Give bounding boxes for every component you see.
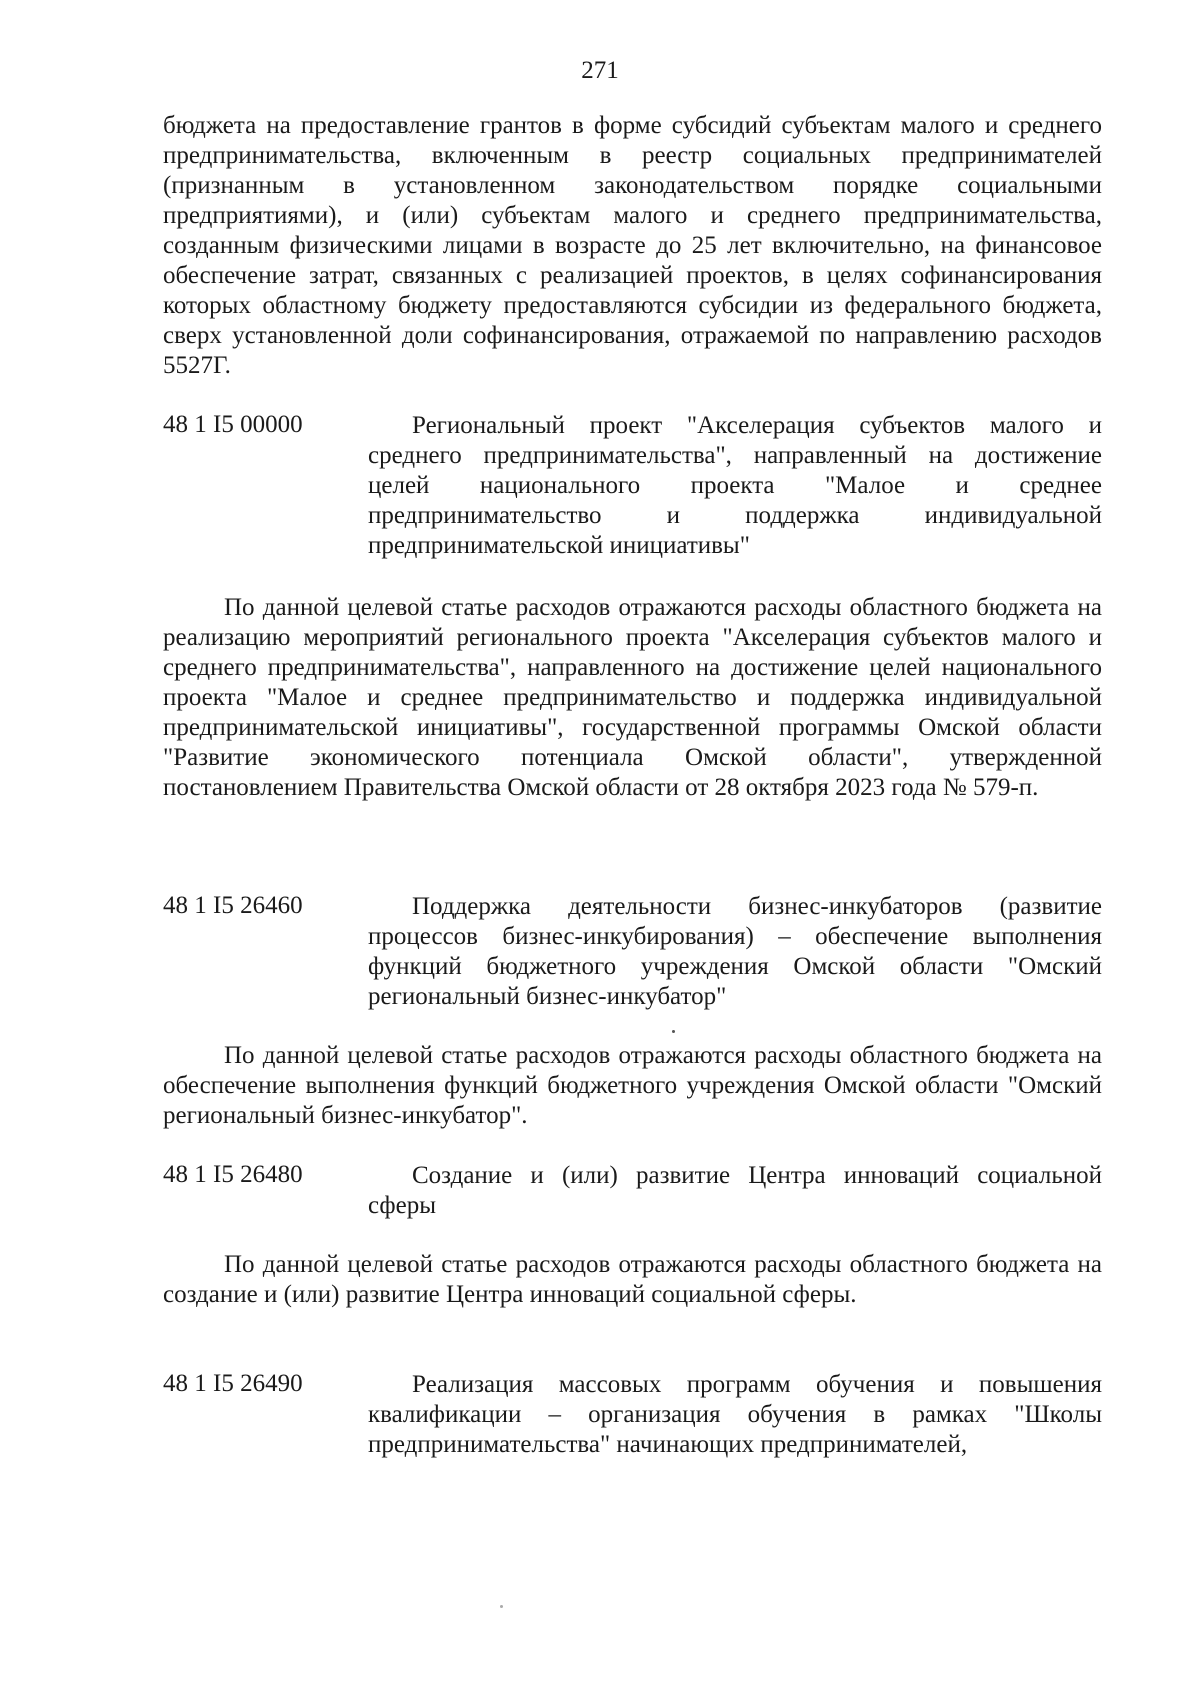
page-number: 271 xyxy=(581,57,619,84)
budget-code: 48 1 I5 26460 xyxy=(163,892,303,919)
budget-item-description: По данной целевой статье расходов отражаются расходы областного бюджета на обеспечение выполнения функций бюджетного учреждения Омской области "Омский региональный бизнес-инкубатор". xyxy=(163,1042,1102,1129)
budget-item-description: По данной целевой статье расходов отражаются расходы областного бюджета на реализацию мероприятий регионального проекта "Акселерация субъектов малого и среднего предпринимательства", направленного на достижение целей национального проекта "Малое и среднее предпринимательство и поддержка индивидуальной предпринимательской инициативы", государственной программы Омской области "Развитие экономического потенциала Омской области", утвержденной постановлением Правительства Омской области от 28 октября 2023 года № 579-п. xyxy=(163,594,1102,801)
intro-paragraph: бюджета на предоставление грантов в форме субсидий субъектам малого и среднего предпринимательства, включенным в реестр социальных предпринимателей (признанным в установленном законодательством порядке социальными предприятиями), и (или) субъектам малого и среднего предпринимательства, созданным физическими лицами в возрасте до 25 лет включительно, на финансовое обеспечение затрат, связанных с реализацией проектов, в целях софинансирования которых областному бюджету предоставляются субсидии из федерального бюджета, сверх установленной доли софинансирования, отражаемой по направлению расходов 5527Г. xyxy=(163,112,1102,379)
budget-item-title: Создание и (или) развитие Центра инноваций социальной сферы xyxy=(368,1162,1102,1219)
budget-code: 48 1 I5 26480 xyxy=(163,1161,303,1188)
budget-item-title: Региональный проект "Акселерация субъектов малого и среднего предпринимательства", направленный на достижение целей национального проекта "Малое и среднее предпринимательство и поддержка индивидуальной предпринимательской инициативы" xyxy=(368,412,1102,559)
scan-speck xyxy=(500,1605,503,1608)
budget-code: 48 1 I5 00000 xyxy=(163,411,303,438)
budget-item-title: Поддержка деятельности бизнес-инкубаторов (развитие процессов бизнес-инкубирования) – обеспечение выполнения функций бюджетного учреждения Омской области "Омский региональный бизнес-инкубатор" xyxy=(368,893,1102,1010)
scan-speck xyxy=(672,1030,675,1033)
budget-item-title: Реализация массовых программ обучения и повышения квалификации – организация обучения в рамках "Школы предпринимательства" начинающих предпринимателей, xyxy=(368,1371,1102,1458)
budget-item-description: По данной целевой статье расходов отражаются расходы областного бюджета на создание и (или) развитие Центра инноваций социальной сферы. xyxy=(163,1251,1102,1308)
budget-code: 48 1 I5 26490 xyxy=(163,1370,303,1397)
